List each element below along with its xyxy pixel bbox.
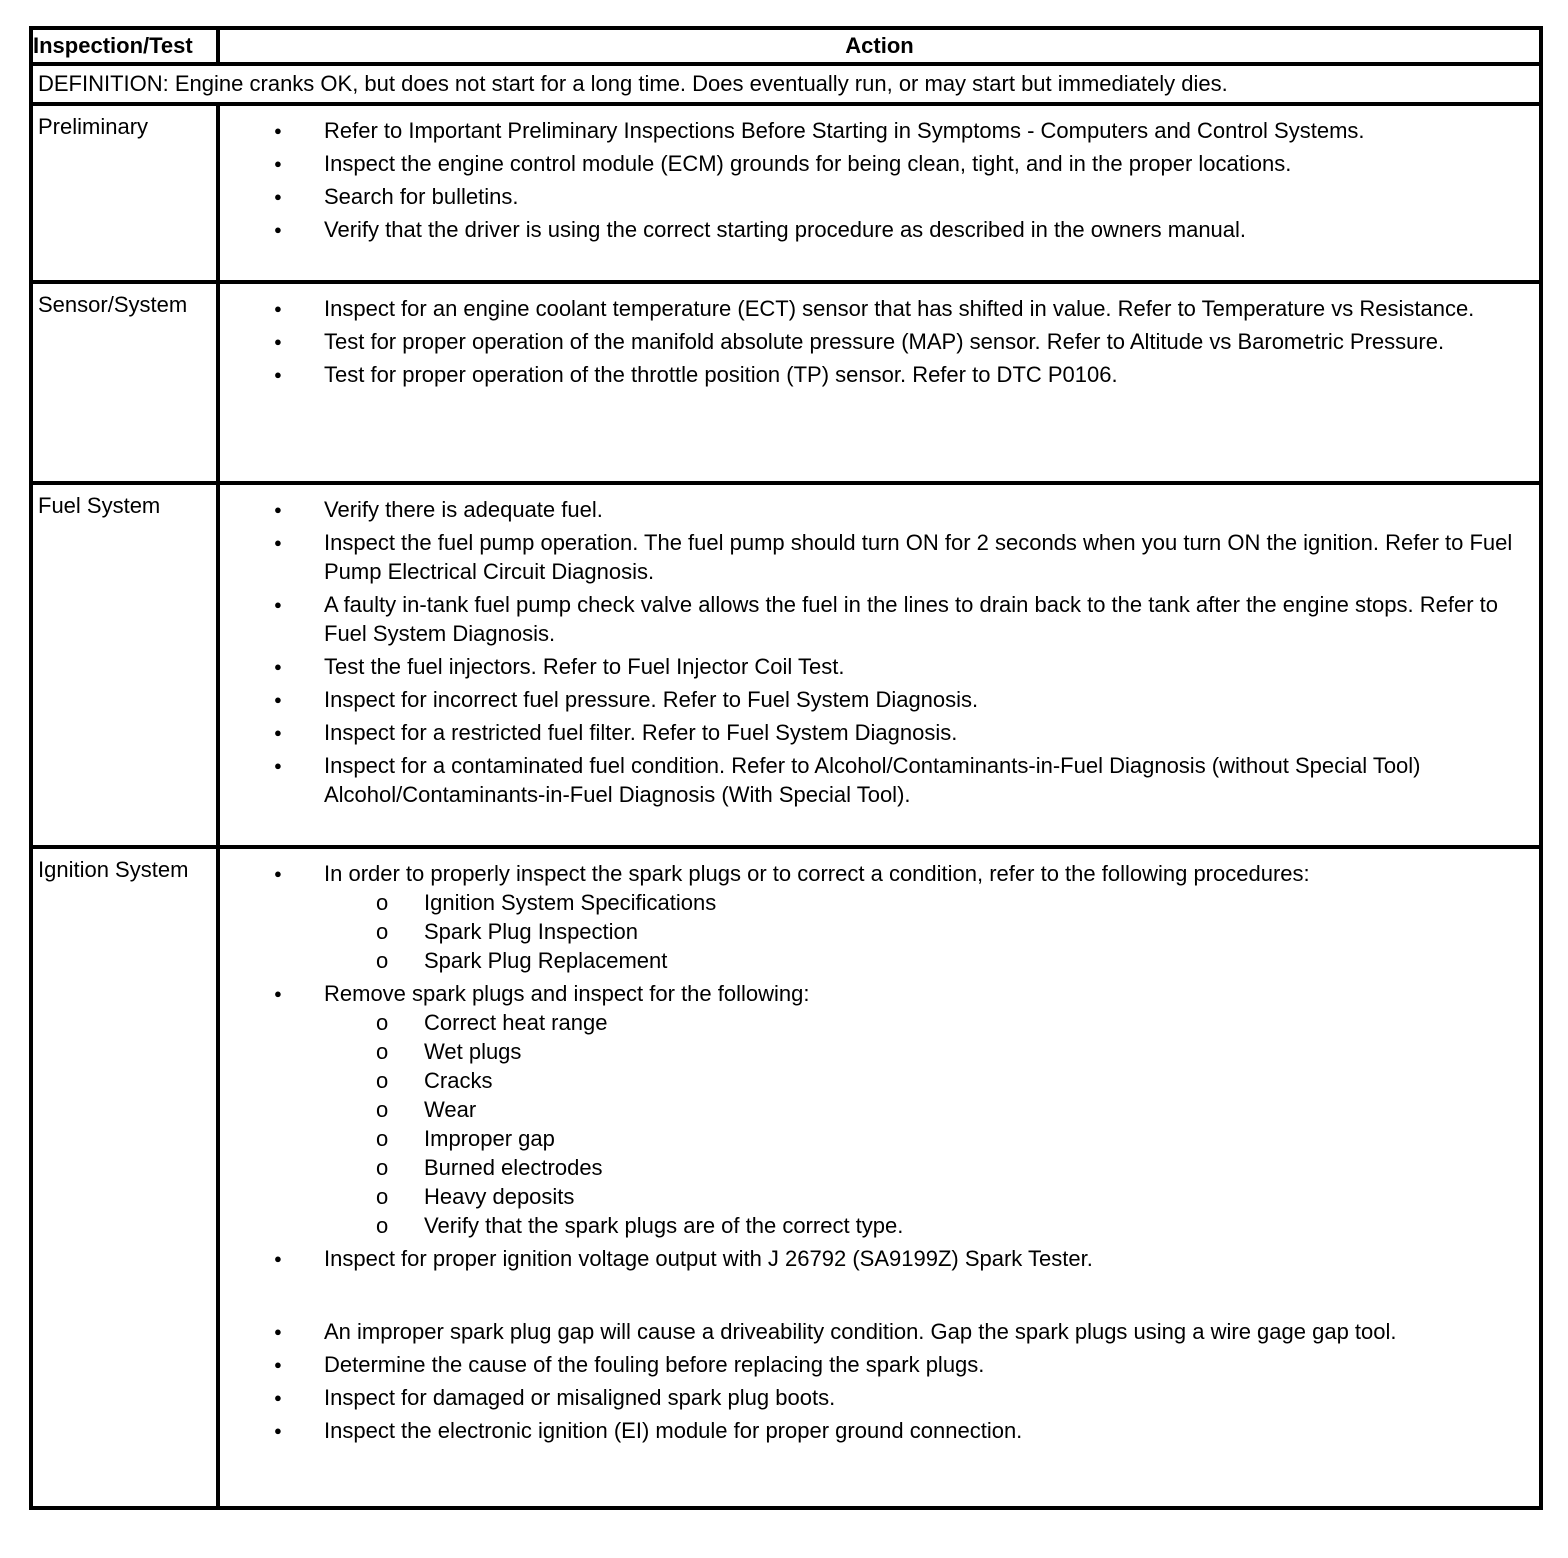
list-item: ● Inspect the engine control module (ECM) grounds for being clean, tight, and in the proper locations.	[220, 149, 1533, 178]
list-item	[220, 979, 1533, 1240]
list-item: ● Inspect for a contaminated fuel condition. Refer to Alcohol/Contaminants-in-Fuel Diagnosis (without Special Tool) Alcohol/Contaminants-in-Fuel Diagnosis (With Special Tool).	[220, 751, 1533, 809]
section-actions	[218, 847, 1541, 1508]
definition-text: DEFINITION: Engine cranks OK, but does not start for a long time. Does eventually run, or may start but immediately dies.	[31, 64, 1541, 104]
diagnostic-table	[29, 26, 1543, 1510]
sub-list-item: o Correct heat range	[324, 1008, 1533, 1037]
action-list	[220, 495, 1533, 809]
section-actions	[218, 104, 1541, 282]
sub-list-item: o Wet plugs	[324, 1037, 1533, 1066]
list-item: ● Inspect for a restricted fuel filter. Refer to Fuel System Diagnosis.	[220, 718, 1533, 747]
action-list	[220, 294, 1533, 389]
sub-list-item: o Verify that the spark plugs are of the correct type.	[324, 1211, 1533, 1240]
list-item: ● A faulty in-tank fuel pump check valve allows the fuel in the lines to drain back to the tank after the engine stops. Refer to Fuel System Diagnosis.	[220, 590, 1533, 648]
sub-list-item: o Wear	[324, 1095, 1533, 1124]
table-header-row	[31, 28, 1541, 64]
list-item: ● Inspect the electronic ignition (EI) module for proper ground connection.	[220, 1416, 1533, 1445]
list-item: ● Inspect for an engine coolant temperature (ECT) sensor that has shifted in value. Refer to Temperature vs Resistance.	[220, 294, 1533, 323]
table-row-preliminary	[31, 104, 1541, 282]
list-item: ● Test for proper operation of the throttle position (TP) sensor. Refer to DTC P0106.	[220, 360, 1533, 389]
sub-list-item: o Heavy deposits	[324, 1182, 1533, 1211]
list-item-text: In order to properly inspect the spark plugs or to correct a condition, refer to the following procedures:	[324, 861, 1310, 886]
list-item: ● Inspect for incorrect fuel pressure. Refer to Fuel System Diagnosis.	[220, 685, 1533, 714]
sub-list-item: o Spark Plug Inspection	[324, 917, 1533, 946]
header-action: Action	[218, 28, 1541, 64]
list-item: ● Refer to Important Preliminary Inspections Before Starting in Symptoms - Computers and Control Systems.	[220, 116, 1533, 145]
section-label: Fuel System	[31, 483, 218, 847]
sub-list	[324, 1008, 1533, 1240]
sub-list-item: o Cracks	[324, 1066, 1533, 1095]
sub-list	[324, 888, 1533, 975]
list-item: ● Verify that the driver is using the correct starting procedure as described in the owners manual.	[220, 215, 1533, 244]
sub-list-item: o Improper gap	[324, 1124, 1533, 1153]
sub-list-item: o Burned electrodes	[324, 1153, 1533, 1182]
section-label: Ignition System	[31, 847, 218, 1508]
section-label: Preliminary	[31, 104, 218, 282]
list-item-text: Remove spark plugs and inspect for the following:	[324, 981, 810, 1006]
table-row-ignition-system	[31, 847, 1541, 1508]
header-inspection-test: Inspection/Test	[31, 28, 218, 64]
table-row-sensor-system	[31, 282, 1541, 483]
list-item: ● Verify there is adequate fuel.	[220, 495, 1533, 524]
section-actions	[218, 282, 1541, 483]
section-actions	[218, 483, 1541, 847]
list-item: ● Test the fuel injectors. Refer to Fuel Injector Coil Test.	[220, 652, 1533, 681]
table-row-fuel-system	[31, 483, 1541, 847]
list-item: ● Inspect for proper ignition voltage output with J 26792 (SA9199Z) Spark Tester.	[220, 1244, 1533, 1273]
definition-row	[31, 64, 1541, 104]
list-item: ● Inspect the fuel pump operation. The fuel pump should turn ON for 2 seconds when you turn ON the ignition. Refer to Fuel Pump Electrical Circuit Diagnosis.	[220, 528, 1533, 586]
sub-list-item: o Ignition System Specifications	[324, 888, 1533, 917]
list-item: ● Inspect for damaged or misaligned spark plug boots.	[220, 1383, 1533, 1412]
sub-list-item: o Spark Plug Replacement	[324, 946, 1533, 975]
list-item: ● An improper spark plug gap will cause a driveability condition. Gap the spark plugs using a wire gage gap tool.	[220, 1317, 1533, 1346]
list-item: ● Test for proper operation of the manifold absolute pressure (MAP) sensor. Refer to Altitude vs Barometric Pressure.	[220, 327, 1533, 356]
action-list	[220, 859, 1533, 1445]
list-item: ● Determine the cause of the fouling before replacing the spark plugs.	[220, 1350, 1533, 1379]
section-label: Sensor/System	[31, 282, 218, 483]
list-item	[220, 859, 1533, 975]
list-item: ● Search for bulletins.	[220, 182, 1533, 211]
action-list	[220, 116, 1533, 244]
